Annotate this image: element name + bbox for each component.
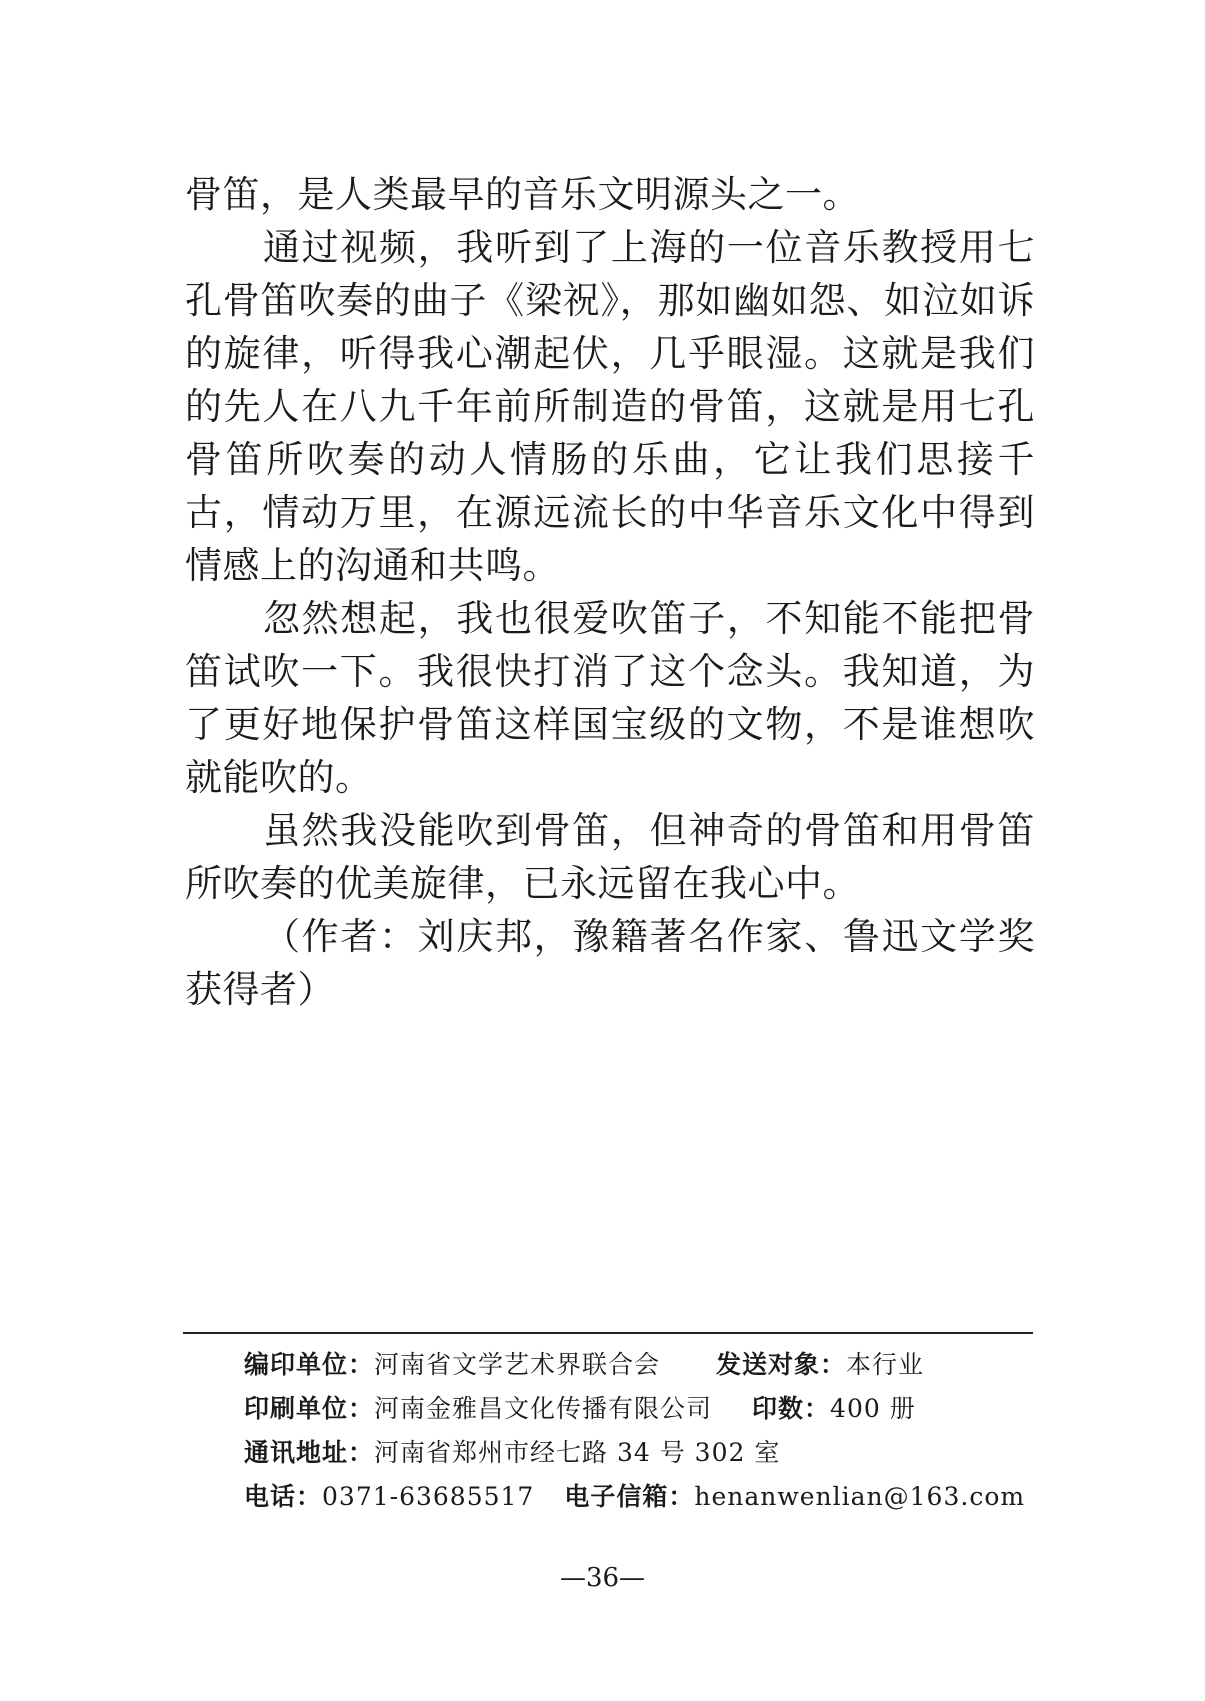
colophon-row-editor (244, 1343, 1034, 1387)
recipient-value: 本行业 (846, 1350, 925, 1379)
phone-label: 电话： (244, 1482, 323, 1511)
article-body (185, 168, 1035, 1016)
printer-label: 印刷单位： (244, 1394, 375, 1423)
paragraph: 虽然我没能吹到骨笛，但神奇的骨笛和用骨笛所吹奏的优美旋律，已永远留在我心中。 (185, 809, 1035, 905)
author-note: （作者：刘庆邦，豫籍著名作家、鲁迅文学奖获得者） (185, 915, 1035, 1011)
colophon (244, 1343, 1034, 1519)
page-number: —36— (559, 1563, 646, 1593)
email-value: henanwenlian@163.com (694, 1482, 1026, 1511)
phone-value: 0371-63685517 (322, 1482, 535, 1511)
colophon-row-address (244, 1431, 1034, 1475)
recipient-label: 发送对象： (716, 1350, 847, 1379)
colophon-row-contact (244, 1475, 1034, 1519)
colophon-divider (183, 1332, 1033, 1334)
paragraph: 忽然想起，我也很爱吹笛子，不知能不能把骨笛试吹一下。我很快打消了这个念头。我知道，为了更好地保护骨笛这样国宝级的文物，不是谁想吹就能吹的。 (185, 597, 1035, 799)
paragraph: 通过视频，我听到了上海的一位音乐教授用七孔骨笛吹奏的曲子《梁祝》，那如幽如怨、如泣如诉的旋律，听得我心潮起伏，几乎眼湿。这就是我们的先人在八九千年前所制造的骨笛，这就是用七孔骨笛所吹奏的动人情肠的乐曲，它让我们思接千古，情动万里，在源远流长的中华音乐文化中得到情感上的沟通和共鸣。 (185, 226, 1035, 587)
address-value: 河南省郑州市经七路 34 号 302 室 (374, 1438, 781, 1467)
paragraph: 骨笛，是人类最早的音乐文明源头之一。 (185, 173, 860, 216)
copies-value: 400 册 (830, 1394, 916, 1423)
printer-value: 河南金雅昌文化传播有限公司 (374, 1394, 713, 1423)
colophon-row-printer (244, 1387, 1034, 1431)
address-label: 通讯地址： (244, 1438, 375, 1467)
copies-label: 印数： (752, 1394, 831, 1423)
editor-label: 编印单位： (244, 1350, 375, 1379)
email-label: 电子信箱： (564, 1482, 695, 1511)
editor-value: 河南省文学艺术界联合会 (374, 1350, 661, 1379)
